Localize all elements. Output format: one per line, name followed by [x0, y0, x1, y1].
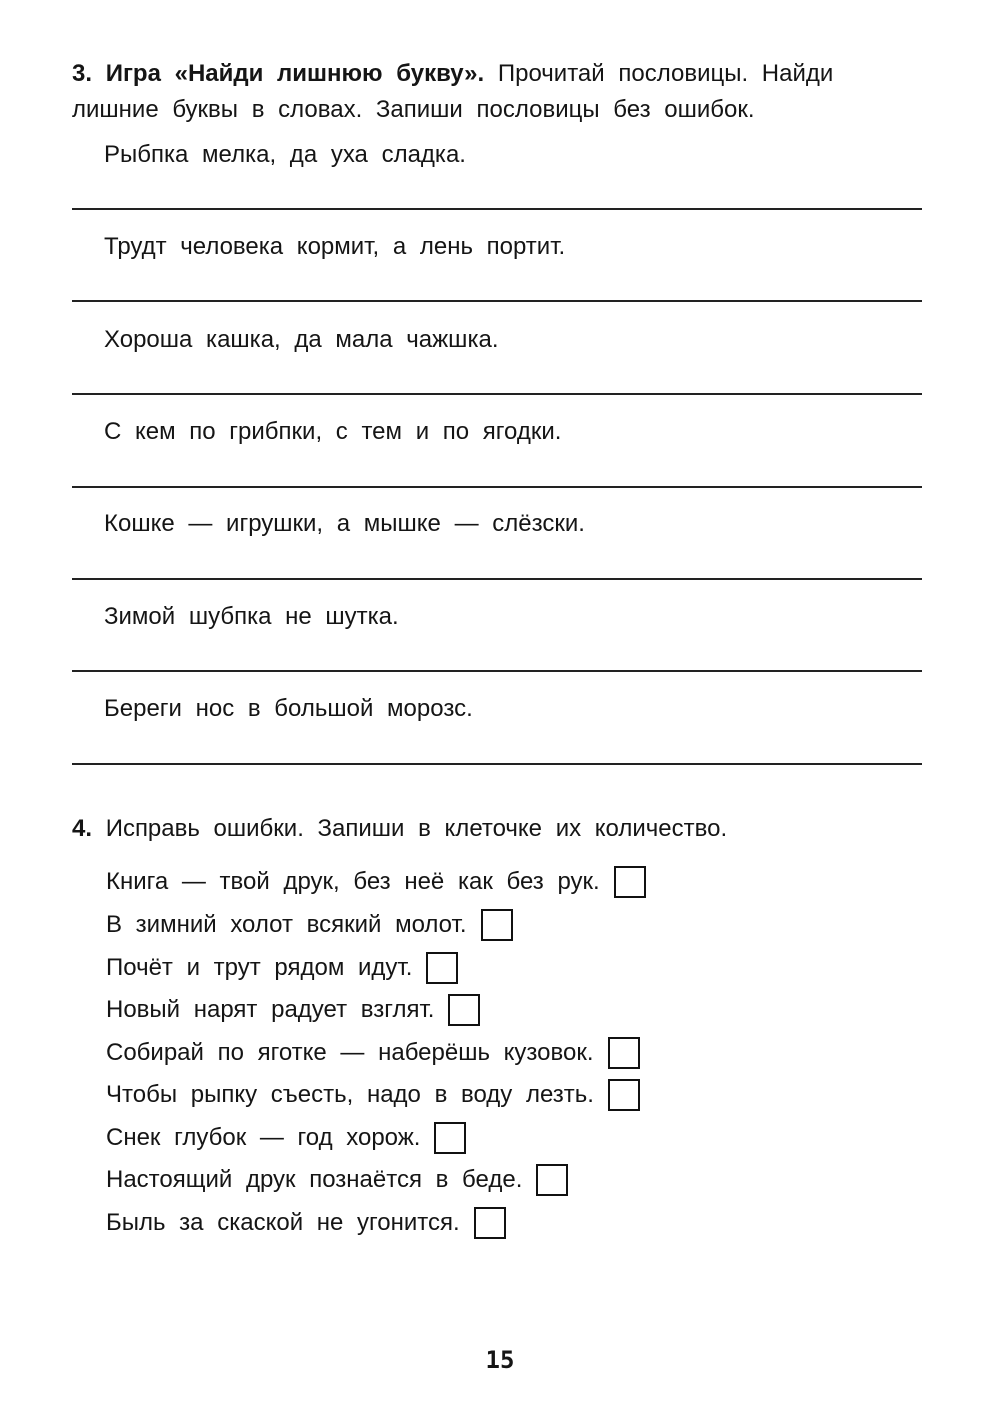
sentence-1: Книга — твой друк, без неё как без рук.: [106, 868, 600, 895]
sentence-row-9: [106, 1205, 506, 1241]
count-box-3[interactable]: [426, 952, 458, 984]
sentence-row-4: [106, 992, 480, 1028]
proverb-7: Береги нос в большой морозс.: [104, 695, 473, 722]
task-4-number: 4.: [72, 815, 93, 842]
proverb-6: Зимой шубпка не шутка.: [104, 603, 399, 630]
sentence-row-6: [106, 1077, 640, 1113]
answer-line-2[interactable]: [72, 300, 922, 302]
proverb-2: Трудт человека кормит, а лень портит.: [104, 233, 566, 260]
task-3-number: 3.: [72, 60, 93, 87]
proverb-4: С кем по грибпки, с тем и по ягодки.: [104, 418, 562, 445]
sentence-row-7: [106, 1120, 466, 1156]
count-box-4[interactable]: [448, 994, 480, 1026]
sentence-row-1: [106, 864, 646, 900]
sentence-2: В зимний холот всякий молот.: [106, 911, 467, 938]
sentence-row-2: [106, 907, 513, 943]
count-box-9[interactable]: [474, 1207, 506, 1239]
proverb-1: Рыбпка мелка, да уха сладка.: [104, 141, 466, 168]
count-box-6[interactable]: [608, 1079, 640, 1111]
proverb-5: Кошке — игрушки, а мышке — слёзски.: [104, 510, 585, 537]
answer-line-6[interactable]: [72, 670, 922, 672]
count-box-2[interactable]: [481, 909, 513, 941]
count-box-5[interactable]: [608, 1037, 640, 1069]
sentence-8: Настоящий друк познаётся в беде.: [106, 1166, 523, 1193]
sentence-3: Почёт и трут рядом идут.: [106, 954, 413, 981]
sentence-row-8: [106, 1162, 568, 1198]
sentence-5: Собирай по яготке — наберёшь кузовок.: [106, 1039, 594, 1066]
answer-line-5[interactable]: [72, 578, 922, 580]
sentence-7: Снек глубок — год хорож.: [106, 1124, 421, 1151]
answer-line-4[interactable]: [72, 486, 922, 488]
answer-line-3[interactable]: [72, 393, 922, 395]
sentence-6: Чтобы рыпку съесть, надо в воду лезть.: [106, 1081, 594, 1108]
count-box-7[interactable]: [434, 1122, 466, 1154]
task-4-instruction: Исправь ошибки. Запиши в клеточке их количество.: [105, 815, 728, 842]
sentence-4: Новый нарят радует взглят.: [106, 996, 435, 1023]
task-3-instruction: Прочитай пословицы. Найди лишние буквы в словах. Запиши пословицы без ошибок.: [72, 60, 834, 123]
sentence-9: Быль за скаской не угонится.: [106, 1209, 460, 1236]
task-3-game-name: Игра «Найди лишнюю букву».: [105, 60, 485, 87]
sentence-row-3: [106, 950, 458, 986]
page-number: 15: [485, 1346, 515, 1374]
answer-line-1[interactable]: [72, 208, 922, 210]
sentence-row-5: [106, 1035, 640, 1071]
task-3-heading: [72, 56, 924, 128]
proverb-3: Хороша кашка, да мала чажшка.: [104, 326, 499, 353]
answer-line-7[interactable]: [72, 763, 922, 765]
count-box-1[interactable]: [614, 866, 646, 898]
count-box-8[interactable]: [536, 1164, 568, 1196]
task-4-heading: [72, 811, 924, 847]
